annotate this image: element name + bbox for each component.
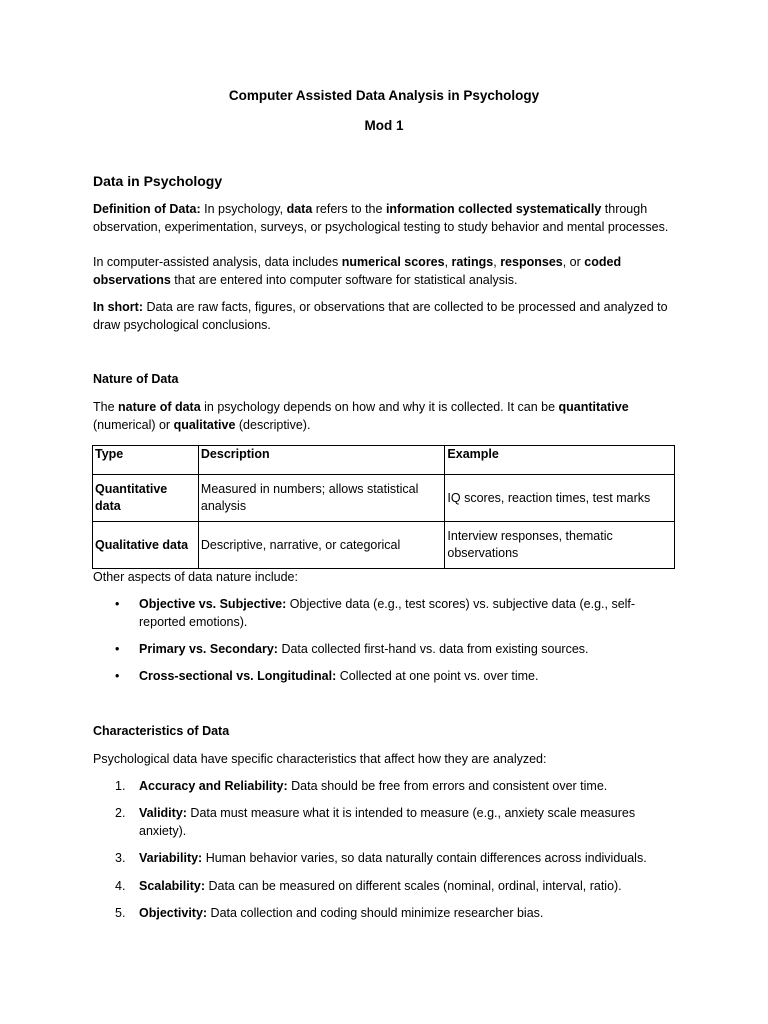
definition-paragraph bbox=[93, 201, 683, 236]
paragraph-text: , bbox=[493, 255, 501, 269]
list-item-body: Data must measure what it is intended to measure (e.g., anxiety scale measures anxiety). bbox=[139, 806, 636, 838]
list-item-text bbox=[139, 641, 679, 659]
list-item-text bbox=[139, 668, 679, 686]
list-item-body: Data collected first-hand vs. data from existing sources. bbox=[277, 642, 589, 656]
list-item-text bbox=[139, 805, 679, 840]
paragraph-text: , bbox=[444, 255, 452, 269]
table-cell-type: Qualitative data bbox=[95, 537, 189, 552]
list-item-label: Variability: bbox=[139, 851, 203, 865]
bullet-icon: • bbox=[115, 642, 120, 656]
list-item-body: Data collection and coding should minimize researcher bias. bbox=[207, 906, 544, 920]
nature-intro-paragraph bbox=[93, 399, 683, 434]
table-cell bbox=[93, 522, 199, 569]
list-item-body: Data should be free from errors and consistent over time. bbox=[287, 779, 608, 793]
list-item-body: Objective data (e.g., test scores) vs. subjective data (e.g., self-reported emotions). bbox=[139, 597, 636, 629]
list-item-body: Human behavior varies, so data naturally contain differences across individuals. bbox=[202, 851, 647, 865]
other-aspects-text: Other aspects of data nature include: bbox=[93, 570, 298, 584]
table-cell: IQ scores, reaction times, test marks bbox=[445, 475, 675, 522]
list-number: 1. bbox=[115, 779, 126, 793]
bullet-icon: • bbox=[115, 597, 120, 611]
list-item-text bbox=[139, 905, 679, 923]
paragraph-text: (numerical) or bbox=[93, 417, 174, 432]
definition-bold: data bbox=[286, 202, 313, 216]
list-number: 4. bbox=[115, 879, 126, 893]
list-item-text bbox=[139, 878, 679, 896]
list-item-label: Validity: bbox=[139, 806, 187, 820]
document-subtitle: Mod 1 bbox=[364, 118, 404, 133]
data-types-table bbox=[92, 445, 675, 569]
list-item-label: Cross-sectional vs. Longitudinal: bbox=[139, 669, 337, 683]
list-item bbox=[93, 641, 683, 659]
definition-bold: information collected systematically bbox=[385, 202, 602, 216]
list-item bbox=[93, 850, 683, 868]
list-item bbox=[93, 905, 683, 923]
list-item bbox=[93, 668, 683, 686]
section-heading-data-in-psychology: Data in Psychology bbox=[93, 173, 223, 189]
bullet-icon: • bbox=[115, 669, 120, 683]
paragraph-text: Data are raw facts, figures, or observations that are collected to be processed and analyzed to draw psychological conclusions. bbox=[93, 300, 668, 332]
table-header-text: Example bbox=[447, 447, 499, 461]
table-cell-type: Quantitative data bbox=[95, 482, 168, 513]
paragraph-text: , or bbox=[562, 255, 585, 269]
characteristics-intro: Psychological data have specific characteristics that affect how they are analyzed: bbox=[93, 752, 547, 766]
paragraph-text: In computer-assisted analysis, data includes bbox=[93, 255, 342, 269]
table-header-cell bbox=[93, 446, 199, 475]
list-number: 5. bbox=[115, 906, 126, 920]
paragraph-bold: numerical scores bbox=[341, 255, 445, 269]
list-item-text bbox=[139, 596, 679, 631]
list-item bbox=[93, 878, 683, 896]
section-heading-characteristics: Characteristics of Data bbox=[93, 724, 230, 738]
list-number: 2. bbox=[115, 806, 126, 820]
list-item-label: Scalability: bbox=[139, 879, 205, 893]
paragraph-bold: quantitative bbox=[558, 400, 629, 414]
table-cell: Descriptive, narrative, or categorical bbox=[198, 522, 445, 569]
list-item bbox=[93, 596, 683, 632]
paragraph-text: in psychology depends on how and why it is collected. It can be bbox=[200, 400, 559, 414]
list-item-text bbox=[139, 850, 679, 868]
list-item-label: Objective vs. Subjective: bbox=[139, 597, 287, 611]
computer-assisted-paragraph bbox=[93, 254, 683, 289]
definition-label: Definition of Data: bbox=[93, 202, 201, 216]
table-header-cell bbox=[445, 446, 675, 475]
paragraph-bold: nature of data bbox=[118, 400, 201, 414]
paragraph-text: The bbox=[93, 400, 119, 414]
table-header-cell bbox=[198, 446, 445, 475]
paragraph-bold: coded observations bbox=[93, 255, 622, 287]
list-item-text bbox=[139, 778, 679, 796]
definition-text: refers to the bbox=[312, 202, 386, 216]
in-short-paragraph bbox=[93, 299, 683, 334]
paragraph-bold: qualitative bbox=[173, 417, 236, 432]
table-cell: Measured in numbers; allows statistical analysis bbox=[198, 475, 445, 522]
table-header-text: Type bbox=[95, 447, 124, 461]
document-title: Computer Assisted Data Analysis in Psychology bbox=[228, 88, 540, 103]
table-cell: Interview responses, thematic observations bbox=[445, 522, 675, 569]
list-item bbox=[93, 805, 683, 841]
paragraph-text: (descriptive). bbox=[235, 417, 311, 432]
list-item-label: Accuracy and Reliability: bbox=[139, 779, 288, 793]
list-item-label: Primary vs. Secondary: bbox=[139, 642, 278, 656]
section-heading-nature-of-data: Nature of Data bbox=[93, 372, 179, 386]
paragraph-bold: ratings bbox=[451, 255, 494, 269]
table-cell bbox=[93, 475, 199, 522]
table-header-text: Description bbox=[200, 447, 270, 461]
list-item-body: Data can be measured on different scales (nominal, ordinal, interval, ratio). bbox=[205, 879, 622, 893]
list-item bbox=[93, 778, 683, 796]
table-row bbox=[93, 475, 675, 522]
table-header-row bbox=[93, 446, 675, 475]
definition-text: through observation, experimentation, surveys, or psychological testing to study behavior and mental processes. bbox=[93, 202, 669, 234]
list-item-label: Objectivity: bbox=[139, 906, 208, 920]
paragraph-bold: responses bbox=[500, 255, 563, 269]
definition-text: In psychology, bbox=[200, 202, 287, 216]
list-number: 3. bbox=[115, 851, 126, 865]
paragraph-text: that are entered into computer software for statistical analysis. bbox=[170, 272, 518, 287]
in-short-label: In short: bbox=[93, 300, 143, 314]
table-row bbox=[93, 522, 675, 569]
list-item-body: Collected at one point vs. over time. bbox=[336, 669, 539, 683]
